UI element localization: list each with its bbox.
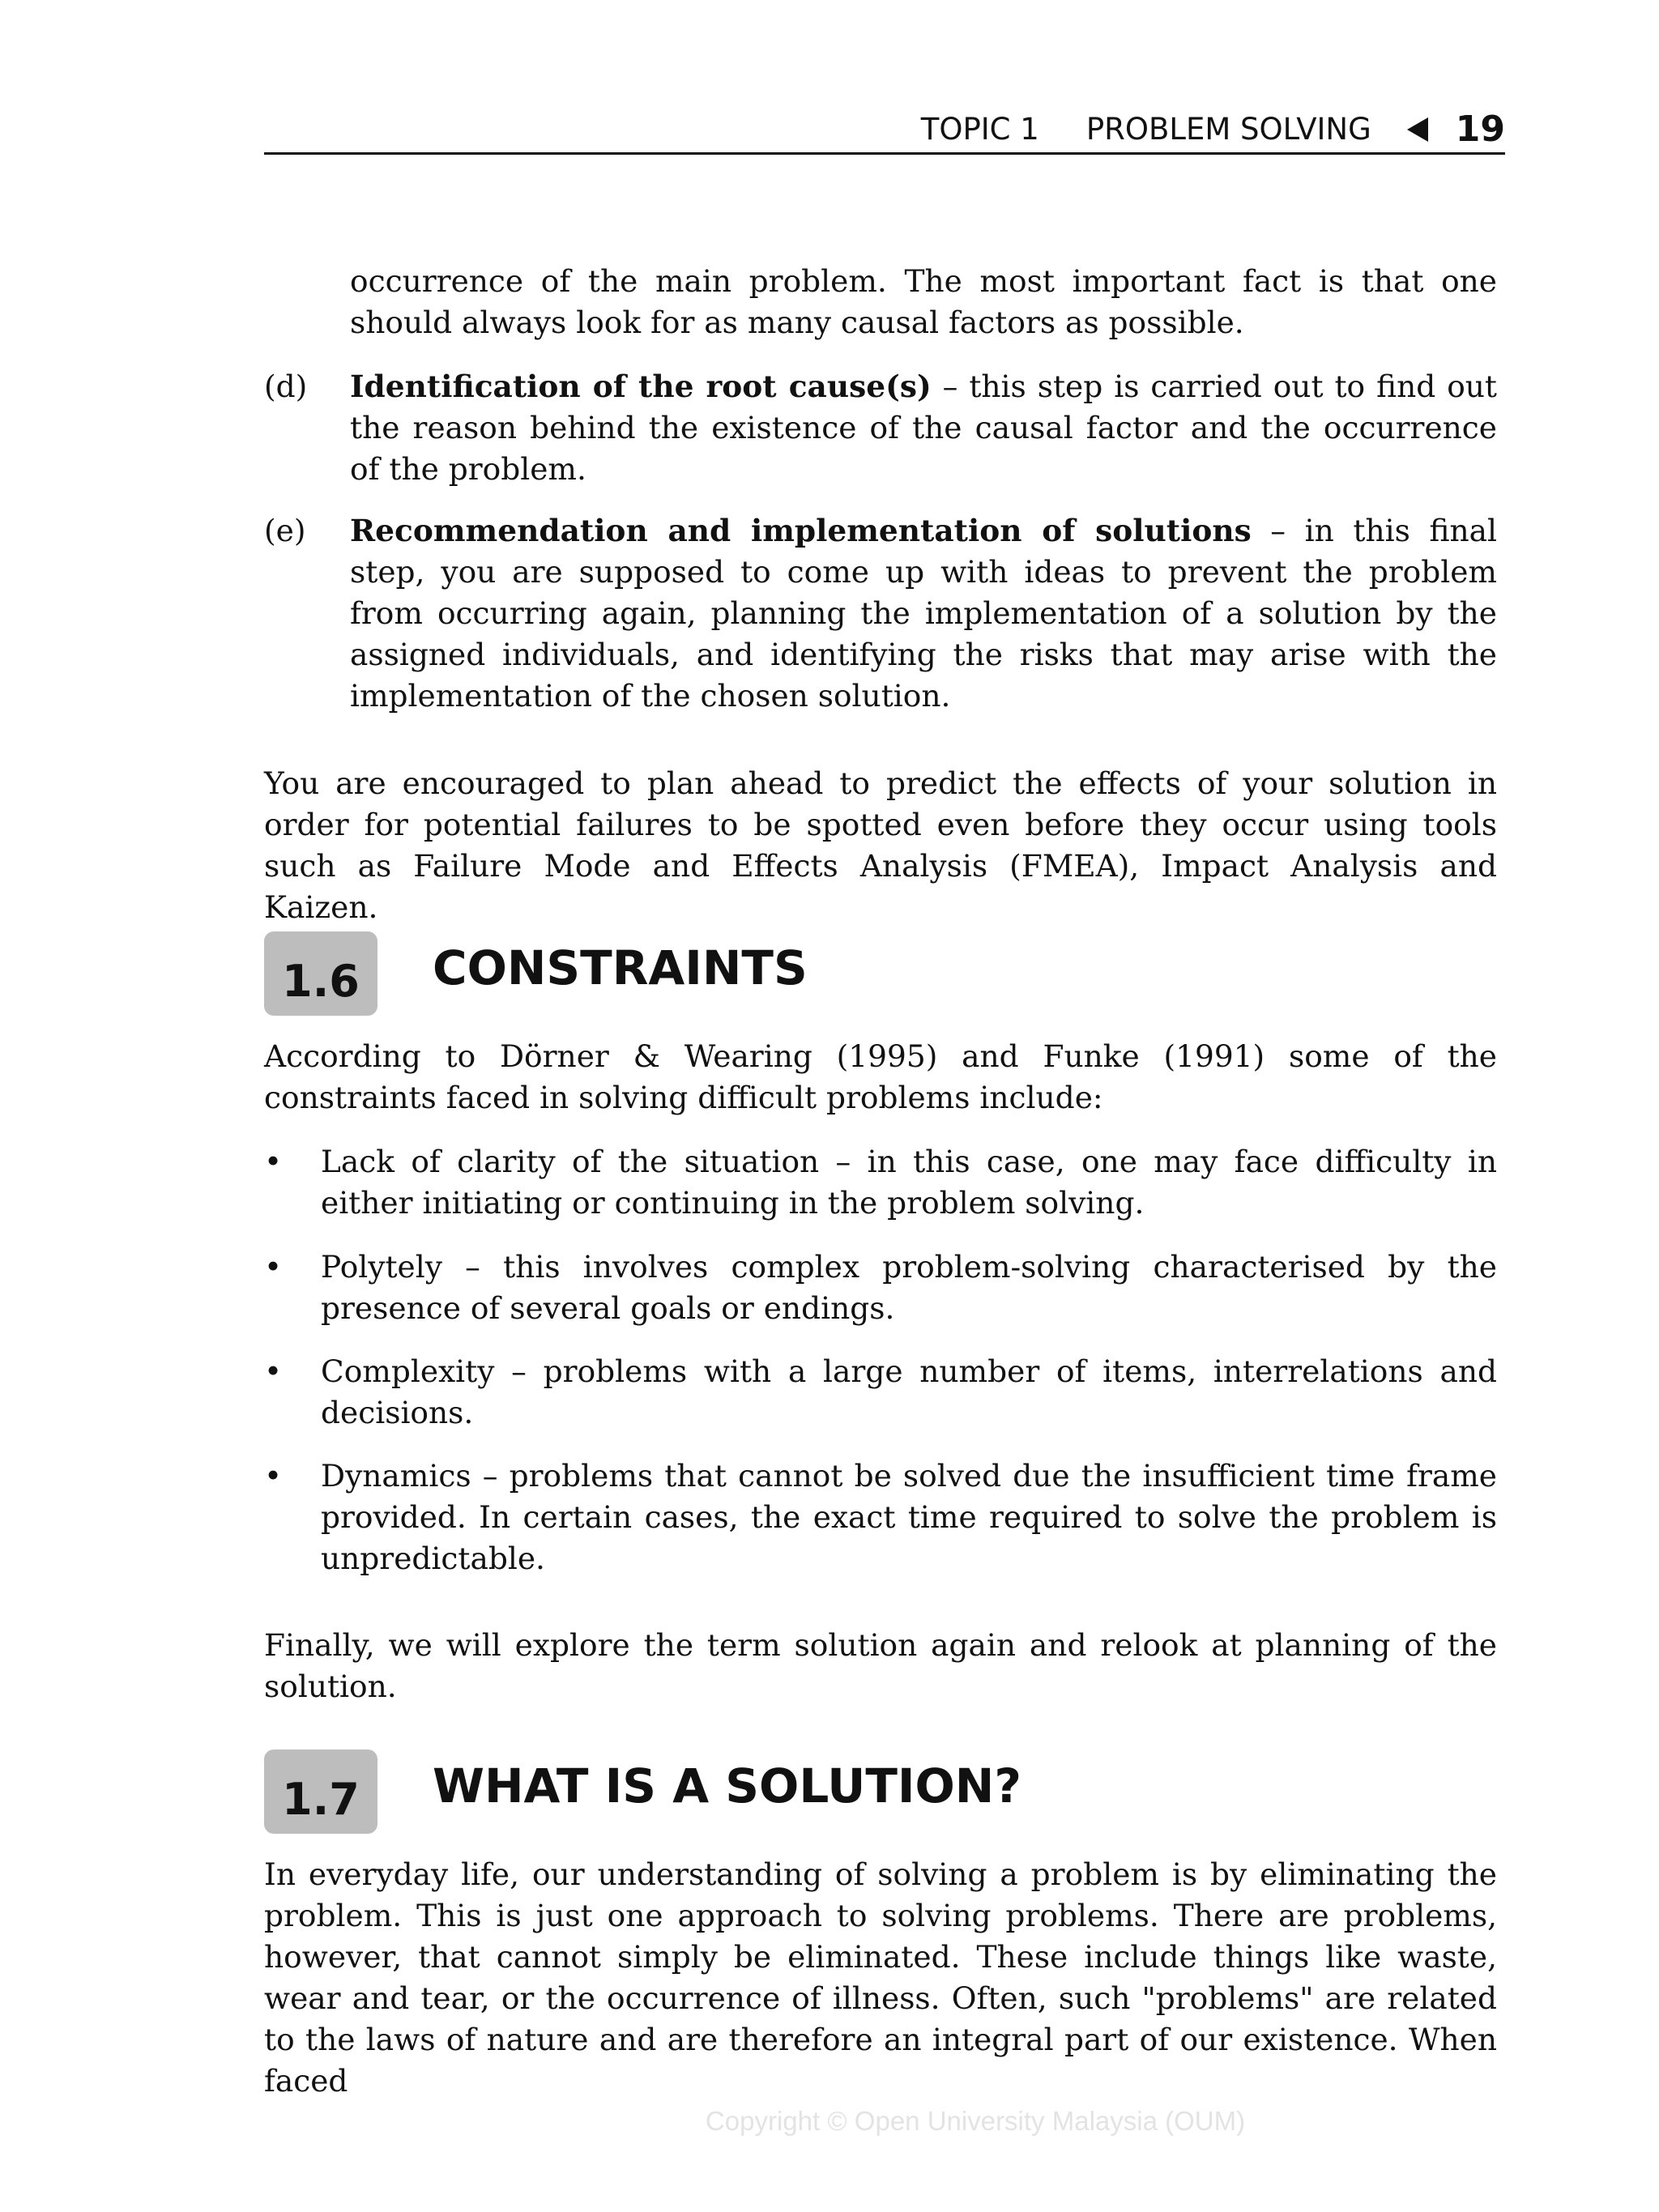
bullet-dot-icon: • [264, 1353, 283, 1389]
bullet-dot-icon: • [264, 1144, 283, 1179]
section-title: CONSTRAINTS [433, 940, 808, 995]
section-number-badge: 1.6 [264, 931, 377, 1016]
section-heading [264, 1750, 1497, 1834]
section-title: WHAT IS A SOLUTION? [433, 1758, 1021, 1813]
bullet-text: Dynamics – problems that cannot be solved due the insufficient time frame provided. In certain cases, the exact time required to solve the problem is unpredictable. [321, 1458, 1497, 1576]
list-item-text [350, 510, 1497, 717]
bullet-text: Lack of clarity of the situation – in this case, one may face difficulty in either initiating or continuing in the problem solving. [321, 1144, 1497, 1221]
list-item-term: Identification of the root cause(s) [350, 369, 932, 404]
header-text [921, 109, 1505, 150]
header-title: PROBLEM SOLVING [1085, 112, 1371, 147]
list-item-term: Recommendation and implementation of solutions [350, 513, 1252, 548]
continuation-paragraph: occurrence of the main problem. The most important fact is that one should always look for as many causal factors as possible. [350, 263, 1497, 340]
list-item-description: – this step is carried out to find out the reason behind the existence of the causal factor and the occurrence of the problem. [350, 369, 1497, 487]
running-header [264, 104, 1505, 155]
bullet-dot-icon: • [264, 1458, 283, 1494]
list-item-text [350, 366, 1497, 490]
page-number: 19 [1455, 109, 1505, 150]
section-number-badge: 1.7 [264, 1750, 377, 1834]
constraints-intro: According to Dörner & Wearing (1995) and Funke (1991) some of the constraints faced in solving difficult problems include: [264, 1038, 1497, 1115]
bullet-text: Polytely – this involves complex problem-solving characterised by the presence of several goals or endings. [321, 1249, 1497, 1326]
fmea-paragraph: You are encouraged to plan ahead to predict the effects of your solution in order for potential failures to be spotted even before they occur using tools such as Failure Mode and Effects Analysis (FMEA), Impact Analysis and Kaizen. [264, 765, 1497, 925]
list-item-label: (e) [264, 513, 306, 548]
list-item-description: – in this final step, you are supposed to come up with ideas to prevent the problem from occurring again, planning the implementation of a solution by the assigned individuals, and identifying the risks that may arise with the implementation of the chosen solution. [350, 513, 1497, 714]
closing-paragraph: Finally, we will explore the term solution again and relook at planning of the solution. [264, 1627, 1497, 1704]
header-topic: TOPIC 1 [920, 112, 1039, 147]
copyright-watermark: Copyright © Open University Malaysia (OUM) [705, 2106, 1246, 2136]
solution-paragraph: In everyday life, our understanding of solving a problem is by eliminating the problem. This is just one approach to solving problems. There are problems, however, that cannot simply be eliminated. These include things like waste, wear and tear, or the occurrence of illness. Often, such "problems" are related to the laws of nature and are therefore an integral part of our existence. When faced [264, 1856, 1497, 2099]
section-heading [264, 931, 1497, 1016]
bullet-dot-icon: • [264, 1249, 283, 1285]
bullet-text: Complexity – problems with a large number of items, interrelations and decisions. [321, 1353, 1497, 1430]
left-arrow-icon [1407, 117, 1428, 142]
list-item-label: (d) [264, 369, 308, 404]
